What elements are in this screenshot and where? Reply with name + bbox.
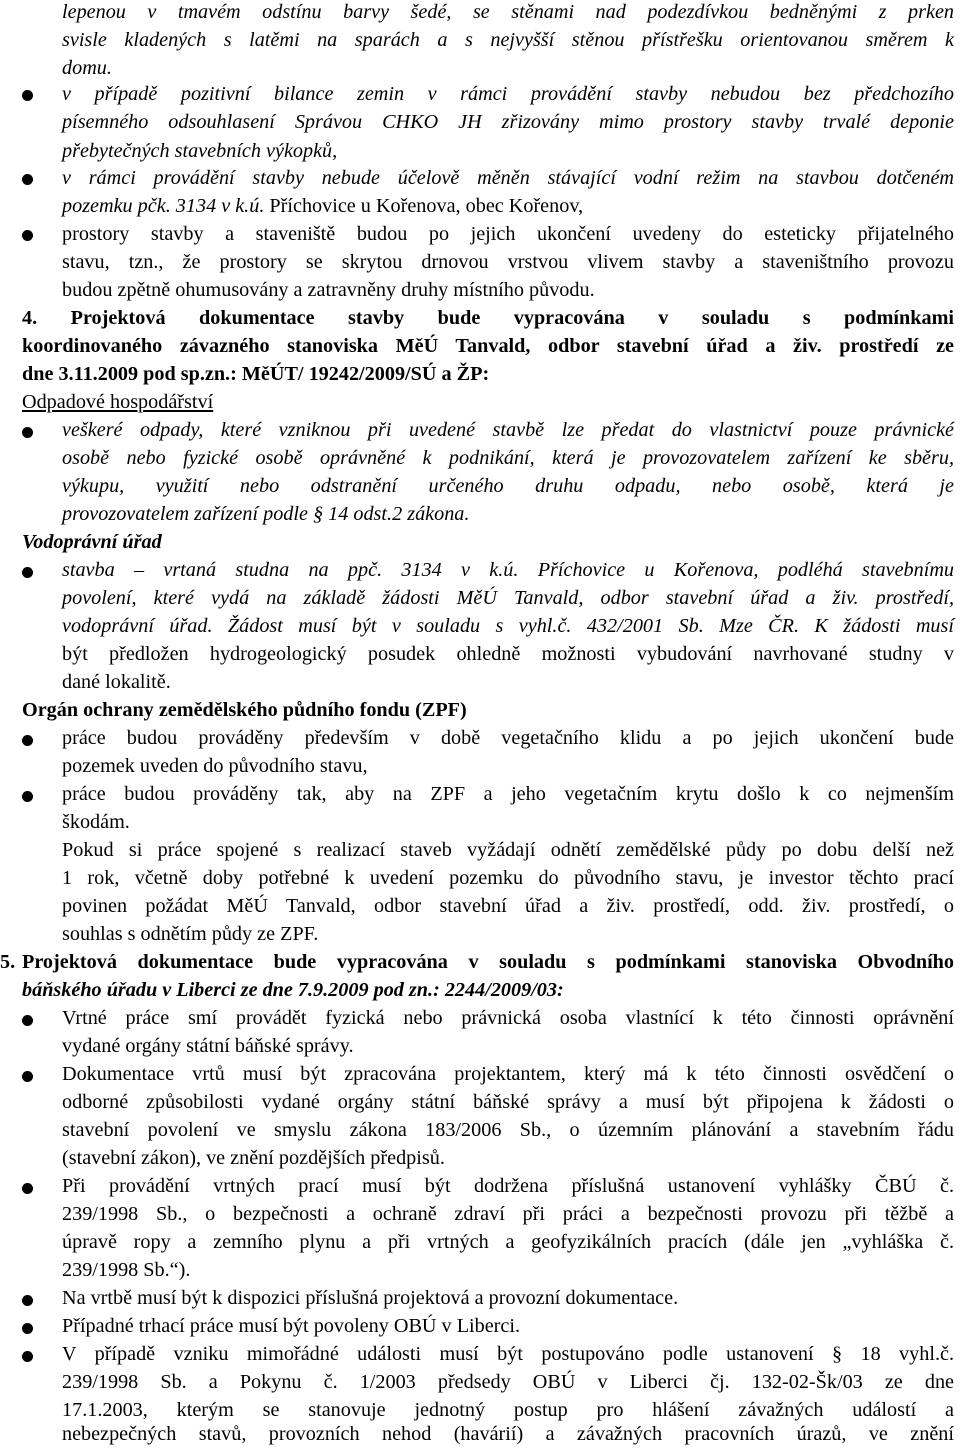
text-line: 239/1998 Sb. a Pokynu č. 1/2003 předsedy OBÚ v Liberci čj. 132-02-Šk/03 ze dne — [62, 1371, 954, 1393]
bullet-icon — [22, 230, 33, 241]
text-line: Vrtné práce smí provádět fyzická nebo právnická osoba vlastnící k této činnosti oprávnění — [62, 1007, 954, 1029]
text-line: vydané orgány státní báňské správy. — [62, 1035, 354, 1057]
text-line: souhlas s odnětím půdy ze ZPF. — [62, 923, 319, 945]
text-line: veškeré odpady, které vzniknou při uvedené stavbě lze předat do vlastnictví pouze právnické — [62, 419, 954, 441]
text-line: přebytečných stavebních výkopků, — [62, 140, 338, 162]
bullet-icon — [22, 567, 33, 578]
text-line: výkupu, využití nebo odstranění určeného druhu odpadu, nebo osobě, která je — [62, 475, 954, 497]
subheading-waste: Odpadové hospodářství — [22, 391, 214, 413]
text-line: lepenou v tmavém odstínu barvy šedé, se stěnami nad podezdívkou bedněnými z prken — [62, 1, 954, 23]
text-line: odborné způsobilosti vydané orgány státní báňské správy a musí být připojena k žádosti o — [62, 1091, 954, 1113]
subheading-water-authority: Vodoprávní úřad — [22, 531, 162, 553]
text-line: domu. — [62, 57, 112, 79]
text-line: v případě pozitivní bilance zemin v rámci provádění stavby nebudou bez předchozího — [62, 83, 954, 105]
text-line: stavu, tzn., že prostory se skrytou drnovou vrstvou vlivem stavby a staveništního provozu — [62, 251, 954, 273]
bullet-icon — [22, 735, 33, 746]
bullet-icon — [22, 1015, 33, 1026]
text-line: (stavební zákon), ve znění pozdějších předpisů. — [62, 1147, 445, 1169]
text-line: Pokud si práce spojené s realizací staveb vyžádají odnětí zemědělské půdy po dobu delší než — [62, 839, 954, 861]
text-line: nebezpečných stavů, provozních nehod (havárií) a závažných pracovních úrazů, ve znění — [62, 1423, 954, 1445]
text-line: v rámci provádění stavby nebude účelově měněn stávající vodní režim na stavbou dotčeném — [62, 167, 954, 189]
text-line: provozovatelem zařízení podle § 14 odst.2 zákona. — [62, 503, 470, 525]
section-4-heading: koordinovaného závazného stanoviska MěÚ Tanvald, odbor stavební úřad a živ. prostředí ze — [22, 335, 954, 357]
text-line: 1 rok, včetně doby potřebné k uvedení pozemku do původního stavu, je investor těchto prací — [62, 867, 954, 889]
text-line: Dokumentace vrtů musí být zpracována projektantem, který má k této činnosti osvědčení o — [62, 1063, 954, 1085]
text-line: povolení, které vydá na základě žádosti MěÚ Tanvald, odbor stavební úřad a živ. prostředí, — [62, 587, 954, 609]
text-line: práce budou prováděny především v době vegetačního klidu a po jejich ukončení bude — [62, 727, 954, 749]
text-line: Případné trhací práce musí být povoleny OBÚ v Liberci. — [62, 1315, 521, 1337]
text-line: škodám. — [62, 811, 130, 833]
text-line: vodoprávní úřad. Žádost musí být v souladu s vyhl.č. 432/2001 Sb. Mze ČR. K žádosti musí — [62, 615, 954, 637]
text-line: prostory stavby a staveniště budou po jejich ukončení uvedeny do esteticky přijatelného — [62, 223, 954, 245]
text-line: osobě nebo fyzické osobě oprávněné k podnikání, která je provozovatelem zařízení ke sběru, — [62, 447, 954, 469]
section-4-heading: dne 3.11.2009 pod sp.zn.: MěÚT/ 19242/2009/SÚ a ŽP: — [22, 363, 490, 385]
text-line: 239/1998 Sb., o bezpečnosti a ochraně zdraví při práci a bezpečnosti provozu při těžbě a — [62, 1203, 954, 1225]
text-line: stavba – vrtaná studna na ppč. 3134 v k.ú. Příchovice u Kořenova, podléhá stavebnímu — [62, 559, 954, 581]
bullet-icon — [22, 90, 33, 101]
bullet-icon — [22, 1071, 33, 1082]
text-line: stavební povolení ve smyslu zákona 183/2006 Sb., o územním plánování a stavebním řádu — [62, 1119, 954, 1141]
text-line: práce budou prováděny tak, aby na ZPF a jeho vegetačním krytu došlo k co nejmenším — [62, 783, 954, 805]
text-line: Na vrtbě musí být k dispozici příslušná projektová a provozní dokumentace. — [62, 1287, 679, 1309]
section-5-heading: báňského úřadu v Liberci ze dne 7.9.2009 pod zn.: 2244/2009/03: — [22, 979, 564, 1001]
subheading-zpf: Orgán ochrany zemědělského půdního fondu (ZPF) — [22, 699, 467, 721]
text-line: úpravě ropy a zemního plynu a při vrtných a geofyzikálních pracích (dále jen „vyhláška č. — [62, 1231, 954, 1253]
text-line: pozemek uveden do původního stavu, — [62, 755, 368, 777]
bullet-icon — [22, 1351, 33, 1362]
bullet-icon — [22, 174, 33, 185]
text-line: V případě vzniku mimořádné události musí být postupováno podle ustanovení § 18 vyhl.č. — [62, 1343, 954, 1365]
text-line: dané lokalitě. — [62, 671, 171, 693]
text-line: povinen požádat MěÚ Tanvald, odbor stavební úřad a živ. prostředí, odd. živ. prostředí, o — [62, 895, 954, 917]
bullet-icon — [22, 1183, 33, 1194]
text-line: 17.1.2003, kterým se stanovuje jednotný postup pro hlášení závažných událostí a — [62, 1399, 954, 1421]
section-number: 5. — [0, 951, 16, 973]
bullet-icon — [22, 1295, 33, 1306]
text-line: budou zpětně ohumusovány a zatravněny druhy místního původu. — [62, 279, 595, 301]
bullet-icon — [22, 427, 33, 438]
bullet-icon — [22, 791, 33, 802]
parcel-ref: pozemku pčk. 3134 v k.ú. — [62, 195, 265, 217]
text-line: svisle kladených s latěmi na sparách a s nejvyšší stěnou přístřešku orientovanou směrem k — [62, 29, 954, 51]
text-line — [62, 192, 583, 220]
text-line: písemného odsouhlasení Správou CHKO JH zřizovány mimo prostory stavby trvalé deponie — [62, 111, 954, 133]
section-4-heading: 4. Projektová dokumentace stavby bude vypracována v souladu s podmínkami — [22, 307, 954, 329]
parcel-location: Příchovice u Kořenova, obec Kořenov, — [264, 195, 584, 217]
text-line: být předložen hydrogeologický posudek ohledně možnosti vybudování navrhované studny v — [62, 643, 954, 665]
section-5-heading: Projektová dokumentace bude vypracována v souladu s podmínkami stanoviska Obvodního — [22, 951, 954, 973]
text-line: 239/1998 Sb.“). — [62, 1259, 191, 1281]
text-line: Při provádění vrtných prací musí být dodržena příslušná ustanovení vyhlášky ČBÚ č. — [62, 1175, 954, 1197]
bullet-icon — [22, 1323, 33, 1334]
